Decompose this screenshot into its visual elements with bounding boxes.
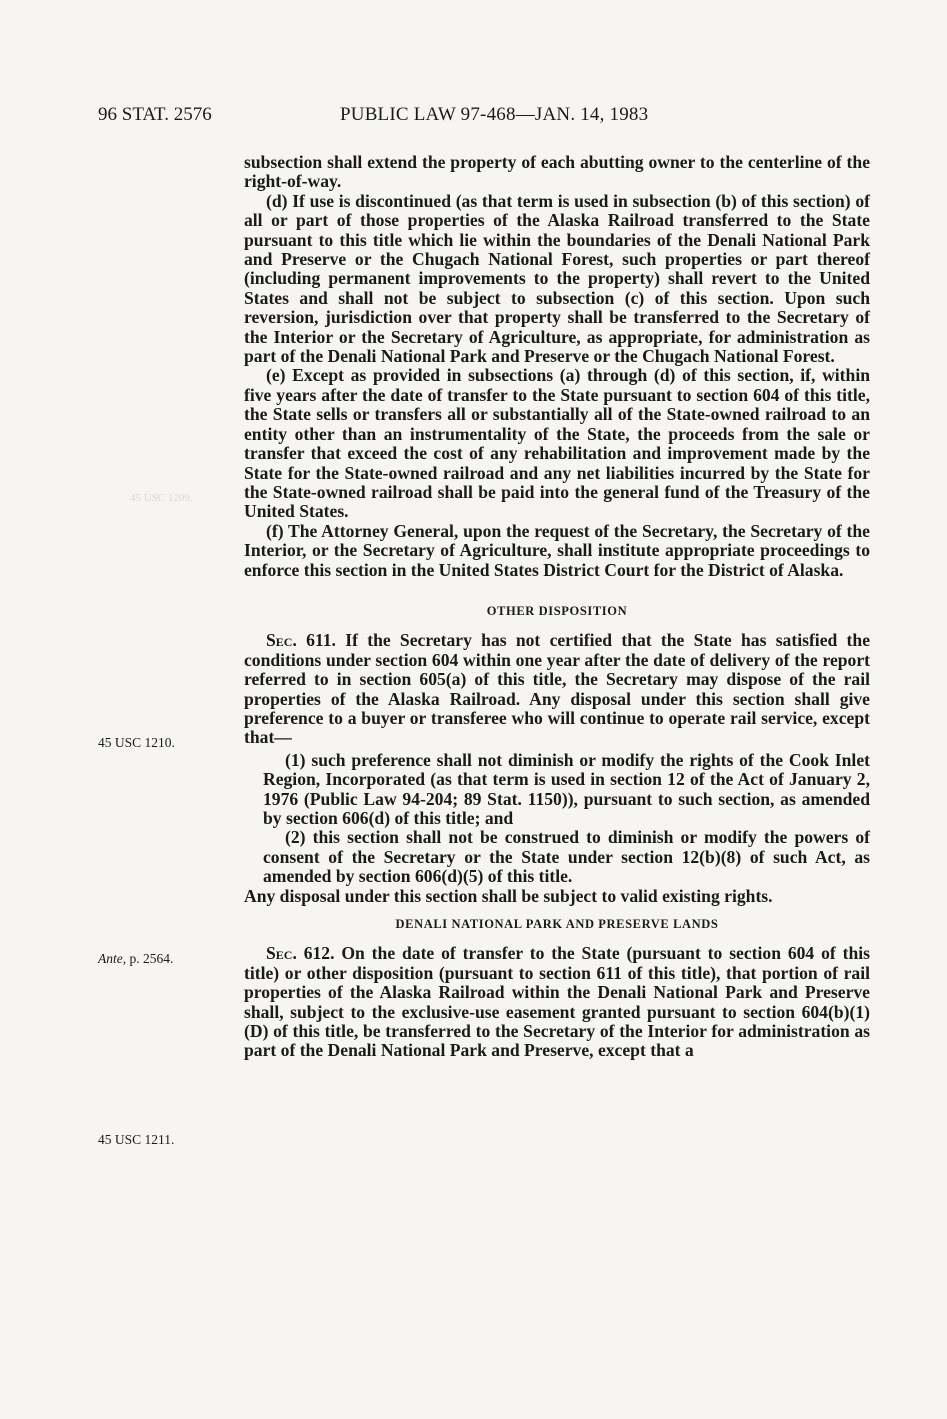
section-612-label: Sec. 612. xyxy=(266,943,335,964)
paragraph-subsection-e: (e) Except as provided in subsections (a) through (d) of this section, if, within five years after the date of transfer to the State pursuant to section 604 of this title, the State sells or transfers all or substantially all of the State-owned railroad to an entity other than an instrumentality of the State, the proceeds from the sale or transfer that exceed the cost of any rehabilitation and improvement made by the State for the State-owned railroad and any net liabilities incurred by the State for the State-owned railroad shall be paid into the general fund of the Treasury of the United States. xyxy=(244,365,870,522)
heading-other-disposition: OTHER DISPOSITION xyxy=(486,603,628,618)
section-612-text: On the date of transfer to the State (pursuant to section 604 of this title) or other disposition (pursuant to section 611 of this title), that portion of rail properties of the Alaska Railroad within the Denali National Park and Preserve shall, subject to the exclusive-use easement granted pursuant to section 604(b)(1)(D) of this title, be transferred to the Secretary of the Interior for administration as part of the Denali National Park and Preserve, except that a xyxy=(244,943,870,1061)
paragraph-continuation: subsection shall extend the property of each abutting owner to the centerline of the right-of-way. xyxy=(244,152,870,192)
bleed-through-mark: 45 USC 1209. xyxy=(130,492,193,504)
margin-note-ante xyxy=(98,951,173,967)
list-item-2: (2) this section shall not be construed to diminish or modify the powers of consent of the Secretary or the State under section 12(b)(8) of such Act, as amended by section 606(d)(5) of this title. xyxy=(263,827,870,887)
page-header xyxy=(0,104,947,134)
statute-page-reference: 96 STAT. 2576 xyxy=(98,104,212,125)
margin-note-ante-page: p. 2564. xyxy=(129,951,174,966)
margin-note-ante-italic: Ante, xyxy=(98,951,127,966)
section-611-label: Sec. 611. xyxy=(266,630,336,651)
margin-note-45-usc-1211: 45 USC 1211. xyxy=(98,1132,175,1147)
paragraph-section-611 xyxy=(244,631,870,747)
paragraph-valid-existing-rights: Any disposal under this section shall be subject to valid existing rights. xyxy=(244,885,773,906)
heading-denali-lands: DENALI NATIONAL PARK AND PRESERVE LANDS xyxy=(395,917,719,932)
list-item-1: (1) such preference shall not diminish or modify the rights of the Cook Inlet Region, Incorporated (as that term is used in section 12 of the Act of January 2, 1976 (Public Law 94-204; 89 Stat. 1150)), pursuant to such section, as amended by section 606(d) of this title; and xyxy=(263,749,870,828)
paragraph-subsection-d: (d) If use is discontinued (as that term is used in subsection (b) of this section) of all or part of those properties of the Alaska Railroad transferred to the State pursuant to this title which lie within the boundaries of the Denali National Park and Preserve or the Chugach National Forest, such properties or part thereof (including permanent improvements to the property) shall revert to the United States and shall not be subject to subsection (c) of this section. Upon such reversion, jurisdiction over that property shall be transferred to the Secretary of the Interior or the Secretary of Agriculture, as appropriate, for administration as part of the Denali National Park and Preserve or the Chugach National Forest. xyxy=(244,190,870,367)
paragraph-subsection-f: (f) The Attorney General, upon the request of the Secretary, the Secretary of the Interior, or the Secretary of Agriculture, shall institute appropriate proceedings to enforce this section in the United States District Court for the District of Alaska. xyxy=(244,520,870,580)
margin-note-45-usc-1210: 45 USC 1210. xyxy=(98,735,175,750)
section-611-text: If the Secretary has not certified that the State has satisfied the conditions under section 604 within one year after the date of delivery of the report referred to in section 605(a) of this title, the Secretary may dispose of the rail properties of the Alaska Railroad. Any disposal under this section shall give preference to a buyer or transferee who will continue to operate rail service, except that— xyxy=(244,630,871,748)
paragraph-section-612 xyxy=(244,944,870,1060)
public-law-reference: PUBLIC LAW 97-468—JAN. 14, 1983 xyxy=(340,104,649,125)
body-text-column xyxy=(244,153,870,1061)
